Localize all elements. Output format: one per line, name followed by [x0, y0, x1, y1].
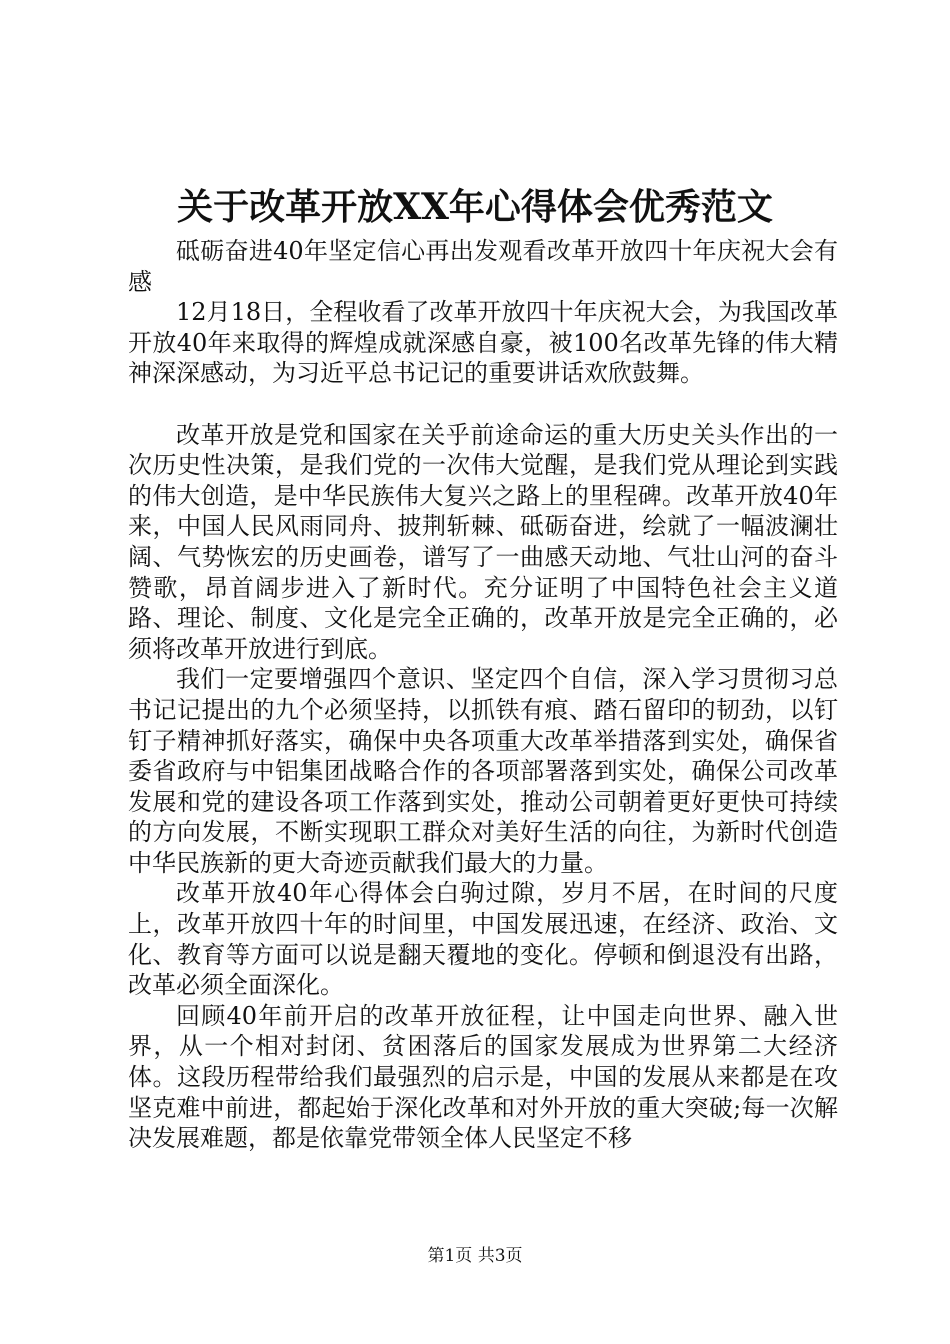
page-number-footer: 第1页 共3页 [427, 1246, 523, 1266]
blank-line [128, 389, 838, 420]
paragraph-commitment: 我们一定要增强四个意识、坚定四个自信，深入学习贯彻习总书记记提出的九个必须坚持，以抓铁有痕、踏石留印的韧劲，以钉钉子精神抓好落实，确保中央各项重大改革举措落到实处，确保省委省政府与中铝集团战略合作的各项部署落到实处，确保公司改革发展和党的建设各项工作落到实处，推动公司朝着更好更快可持续的方向发展，不断实现职工群众对美好生活的向往，为新时代创造中华民族新的更大奇迹贡献我们最大的力量。 [128, 665, 838, 877]
paragraph-subtitle: 砥砺奋进40年坚定信心再出发观看改革开放四十年庆祝大会有感 [128, 237, 838, 296]
paragraph-reflection: 改革开放40年心得体会白驹过隙，岁月不居，在时间的尺度上，改革开放四十年的时间里，中国发展迅速，在经济、政治、文化、教育等方面可以说是翻天覆地的变化。停顿和倒退没有出路，改革必须全面深化。 [128, 879, 838, 1000]
paragraph-intro: 12月18日，全程收看了改革开放四十年庆祝大会，为我国改革开放40年来取得的辉煌成就深感自豪，被100名改革先锋的伟大精神深深感动，为习近平总书记记的重要讲话欢欣鼓舞。 [128, 298, 838, 388]
document-body [128, 236, 838, 1154]
paragraph-review: 回顾40年前开启的改革开放征程，让中国走向世界、融入世界，从一个相对封闭、贫困落后的国家发展成为世界第二大经济体。这段历程带给我们最强烈的启示是，中国的发展从来都是在攻坚克难中前进，都起始于深化改革和对外开放的重大突破;每一次解决发展难题，都是依靠党带领全体人民坚定不移 [128, 1001, 838, 1153]
paragraph-reform-decision: 改革开放是党和国家在关乎前途命运的重大历史关头作出的一次历史性决策，是我们党的一次伟大觉醒，是我们党从理论到实践的伟大创造，是中华民族伟大复兴之路上的里程碑。改革开放40年来，中国人民风雨同舟、披荆斩棘、砥砺奋进，绘就了一幅波澜壮阔、气势恢宏的历史画卷，谱写了一曲感天动地、气壮山河的奋斗赞歌，昂首阔步进入了新时代。充分证明了中国特色社会主义道路、理论、制度、文化是完全正确的，改革开放是完全正确的，必须将改革开放进行到底。 [128, 420, 838, 663]
document-title: 关于改革开放XX年心得体会优秀范文 [177, 186, 773, 228]
